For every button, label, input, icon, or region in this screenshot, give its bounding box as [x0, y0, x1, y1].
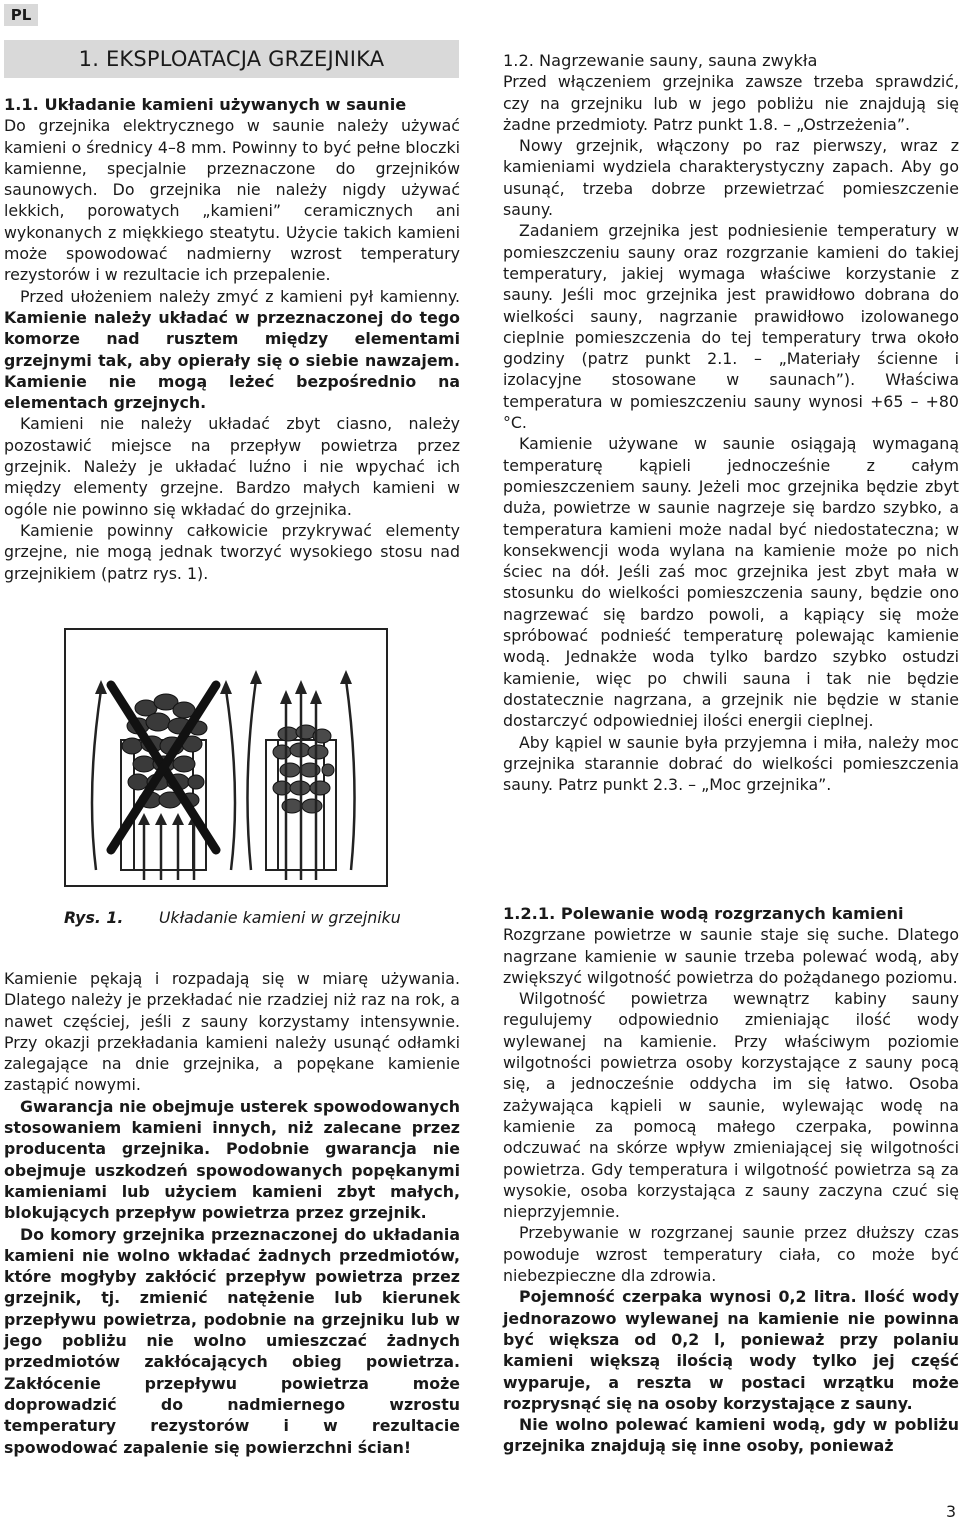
paragraph: Kamienie powinny całkowicie przykrywać elementy grzejne, nie mogą jednak tworzyć wysokiego stosu nad grzejnikiem (patrz rys. 1). — [4, 520, 460, 583]
figure-caption-text: Układanie kamieni w grzejniku — [158, 908, 401, 927]
paragraph: Zadaniem grzejnika jest podniesienie temperatury w pomieszczeniu sauny oraz rozgrzanie kamieni do takiej temperatury, jakiej wymaga właściwe korzystanie z sauny. Jeśli moc grzejnika jest prawidłowo dobrana do wielkości sauny, nagrzanie prawidłowo izolowanego cieplnie pomieszczenia do tej temperatury trwa około godziny (patrz punkt 2.1. – „Materiały ścienne i izolacyjne stosowane w saunach”). Właściwa temperatura w pomieszczeniu sauny wynosi +65 – +80 °C. — [503, 221, 959, 433]
paragraph: Przed włączeniem grzejnika zawsze trzeba sprawdzić, czy na grzejniku lub w jego pobliżu nie znajdują się żadne przedmioty. Patrz punkt 1.8. – „Ostrzeżenia”. — [503, 72, 959, 134]
right-column-bottom — [503, 903, 959, 1457]
heading-1-2: 1.2. Nagrzewanie sauny, sauna zwykła — [503, 51, 818, 70]
paragraph-text: Przed ułożeniem należy zmyć z kamieni pył kamienny. — [20, 286, 460, 306]
figure-caption — [64, 908, 401, 927]
figure-stone-placement — [64, 628, 388, 887]
paragraph: Kamieni nie należy układać zbyt ciasno, należy pozostawić miejsce na przepływ powietrza przez grzejnik. Należy je układać luźno i nie wpychać ich między elementy grzejne. Bardzo małych kamieni w ogóle nie powinno się wkładać do grzejnika. — [4, 414, 460, 519]
paragraph: Wilgotność powietrza wewnątrz kabiny sauny regulujemy odpowiednio zmieniając ilość wody wylewanej na kamienie. Przy właściwym poziomie wilgotności powietrza osoby korzystające z sauny pocą się, a jednocześnie oddycha im się łatwo. Osoba zażywająca kąpieli w saunie, wylewając wodę na kamienie za pomocą małego czerpaka, powinna odczuwać na skórze wpływ zmieniającej się wilgotności powietrza. Gdy temperatura i wilgotność powietrza są za wysokie, osoba korzystająca z sauny zaczyna czuć się nieprzyjemnie. — [503, 989, 959, 1222]
stone-placement-illustration — [66, 630, 386, 885]
paragraph-bold: Do komory grzejnika przeznaczonej do układania kamieni nie wolno wkładać żadnych przedmiotów, które mogłyby zakłócić przepływ powietrza przez grzejnik, tj. zmienić natężenie lub kierunek przepływu powietrza, podobnie na grzejniku lub w jego pobliżu nie wolno umieszczać żadnych przedmiotów zakłócających obieg powietrza. Zakłócenie przepływu powietrza może doprowadzić do nadmiernego wzrostu temperatury rezystorów i w rezultacie spowodować zapalenie się powierzchni ścian! — [4, 1224, 460, 1457]
left-column-bottom — [4, 968, 460, 1458]
section-title: 1. EKSPLOATACJA GRZEJNIKA — [4, 40, 459, 78]
left-column-top — [4, 94, 460, 584]
figure-label: Rys. 1. — [64, 908, 124, 927]
heading-1-1: 1.1. Układanie kamieni używanych w saunie — [4, 95, 407, 114]
paragraph-bold: Pojemność czerpaka wynosi 0,2 litra. Ilość wody jednorazowo wylewanej na kamienie nie powinna być większa od 0,2 l, ponieważ przy polaniu kamieni większą ilością wody tylko jej część wyparuje, a reszta w postaci wrzątku może rozprysnąć się na osoby korzystające z sauny. — [503, 1287, 959, 1413]
paragraph: Kamienie pękają i rozpadają się w miarę używania. Dlatego należy je przekładać nie rzadziej niż raz na rok, a nawet częściej, jeśli z sauny korzystamy intensywnie. Przy okazji przekładania kamieni należy usunąć odłamki zalegające na dnie grzejnika, a popękane kamienie zastąpić nowymi. — [4, 969, 460, 1095]
paragraph: Nowy grzejnik, włączony po raz pierwszy, wraz z kamieniami wydziela charakterystyczny zapach. Aby go usunąć, trzeba dobrze przewietrzać pomieszczenie sauny. — [503, 136, 959, 220]
paragraph-bold-text: Kamienie należy układać w przeznaczonej do tego komorze nad rusztem między elementami grzejnymi tak, aby opierały się o siebie nawzajem. Kamienie nie mogą leżeć bezpośrednio na elementach grzejnych. — [4, 307, 460, 413]
paragraph: Aby kąpiel w saunie była przyjemna i miła, należy moc grzejnika starannie dobrać do wielkości pomieszczenia sauny. Patrz punkt 2.3. – „Moc grzejnika”. — [503, 732, 959, 795]
paragraph: Rozgrzane powietrze w saunie staje się suche. Dlatego nagrzane kamienie w saunie trzeba polewać wodą, aby zwiększyć wilgotność powietrza do pożądanego poziomu. — [503, 925, 959, 987]
paragraph: Przebywanie w rozgrzanej saunie przez dłuższy czas powoduje wzrost temperatury ciała, co może być niebezpieczne dla zdrowia. — [503, 1223, 959, 1286]
airflow-arrows-correct — [247, 680, 354, 880]
right-column-top — [503, 50, 959, 795]
paragraph — [4, 286, 460, 414]
paragraph: Kamienie używane w saunie osiągają wymaganą temperaturę kąpieli jednocześnie z całym pomieszczeniem sauny. Jeżeli moc grzejnika będzie zbyt duża, powietrze w saunie nagrzeje się bardzo szybko, a temperatura kamieni może nadal być niedostateczna; w konsekwencji woda wylana na kamienie może po nich ściec na dół. Jeśli zaś moc grzejnika jest zbyt mała w stosunku do wielkości pomieszczenia sauny, będzie ono nagrzewać się bardzo powoli, a kąpiący się może spróbować podnieść temperaturę polewając kamienie wodą. Jednakże woda tylko bardzo szybko ostudzi kamienie, więc po chwili sauna i tak nie będzie dostatecznie nagrzana, a grzejnik nie będzie w stanie dostarczyć odpowiedniej ilości energii cieplnej. — [503, 434, 959, 731]
paragraph: Do grzejnika elektrycznego w saunie należy używać kamieni o średnicy 4–8 mm. Powinny to być pełne bloczki kamienne, specjalnie przeznaczone do grzejników saunowych. Do grzejnika nie należy nigdy używać lekkich, porowatych „kamieni” ceramicznych ani wykonanych z miękkiego steatytu. Użycie takich kamieni może spowodować nadmierny wzrost temperatury rezystorów i w rezultacie ich przepalenie. — [4, 116, 460, 285]
heading-1-2-1: 1.2.1. Polewanie wodą rozgrzanych kamieni — [503, 904, 904, 923]
paragraph-bold: Nie wolno polewać kamieni wodą, gdy w pobliżu grzejnika znajdują się inne osoby, ponieważ — [503, 1415, 959, 1456]
language-tag: PL — [4, 4, 38, 26]
page-number: 3 — [945, 1502, 956, 1521]
paragraph-bold: Gwarancja nie obejmuje usterek spowodowanych stosowaniem kamieni innych, niż zalecane przez producenta grzejnika. Podobnie gwarancja nie obejmuje uszkodzeń spowodowanych popękanymi kamieniami lub użyciem kamieni zbyt małych, blokujących przepływ powietrza przez grzejnik. — [4, 1096, 460, 1223]
